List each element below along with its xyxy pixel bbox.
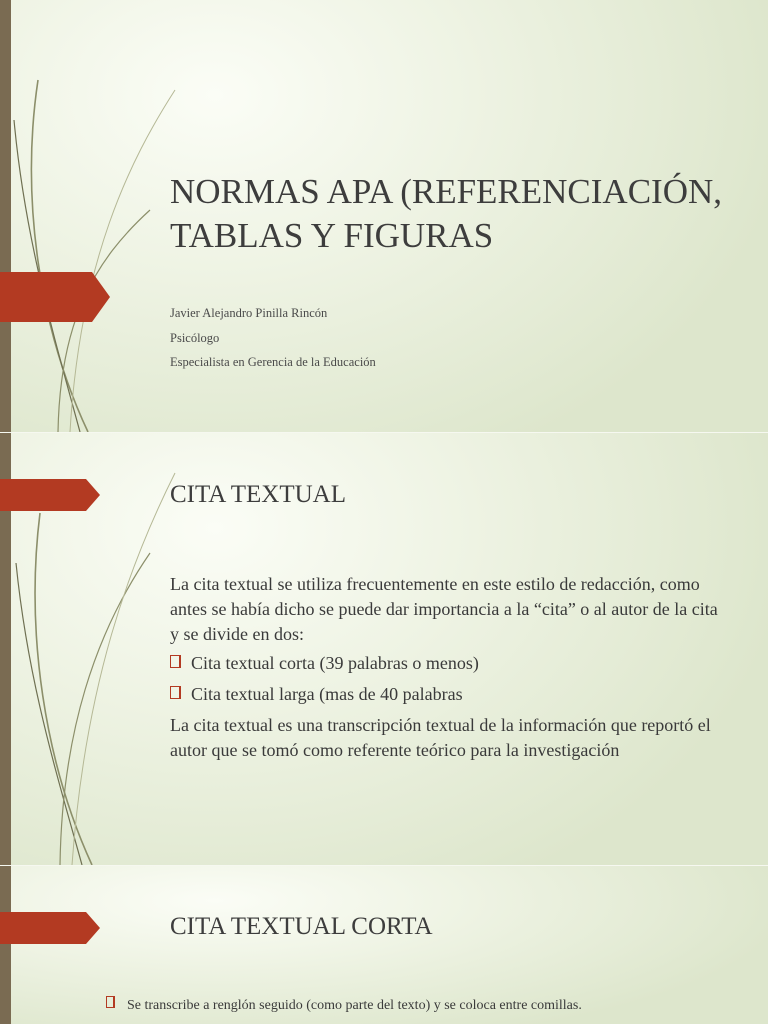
list-item: Cita textual corta (39 palabras o menos): [170, 651, 730, 676]
intro-paragraph: La cita textual se utiliza frecuentemente en este estilo de redacción, como antes se había dicho se puede dar importancia a la “cita” o al autor de la cita y se divide en dos:: [170, 574, 718, 644]
arrow-tab-icon: [0, 479, 100, 511]
side-bar: [0, 866, 11, 1024]
section-title: CITA TEXTUAL CORTA: [170, 913, 433, 940]
slide-cita-textual-corta: [0, 866, 768, 1024]
section-title: CITA TEXTUAL: [170, 481, 346, 508]
hollow-square-bullet-icon: [106, 996, 115, 1008]
author-specialization: Especialista en Gerencia de la Educación: [170, 355, 376, 369]
author-name: Javier Alejandro Pinilla Rincón: [170, 306, 328, 320]
list-item: Se transcribe a renglón seguido (como parte del texto) y se coloca entre comillas.: [106, 997, 582, 1014]
hollow-square-bullet-icon: [170, 655, 181, 668]
author-profession: Psicólogo: [170, 331, 220, 345]
slide-body: [170, 572, 730, 763]
slide-title: [0, 0, 768, 432]
closing-paragraph: La cita textual es una transcripción textual de la información que reportó el autor que se tomó como referente teórico para la investigación: [170, 715, 711, 760]
presentation-title: NORMAS APA (REFERENCIACIÓN, TABLAS Y FIGURAS: [170, 172, 723, 255]
list-item: Cita textual larga (mas de 40 palabras: [170, 682, 730, 707]
slide-cita-textual: [0, 433, 768, 865]
arrow-tab-icon: [0, 912, 100, 944]
arrow-tab-icon: [0, 272, 110, 322]
hollow-square-bullet-icon: [170, 686, 181, 699]
